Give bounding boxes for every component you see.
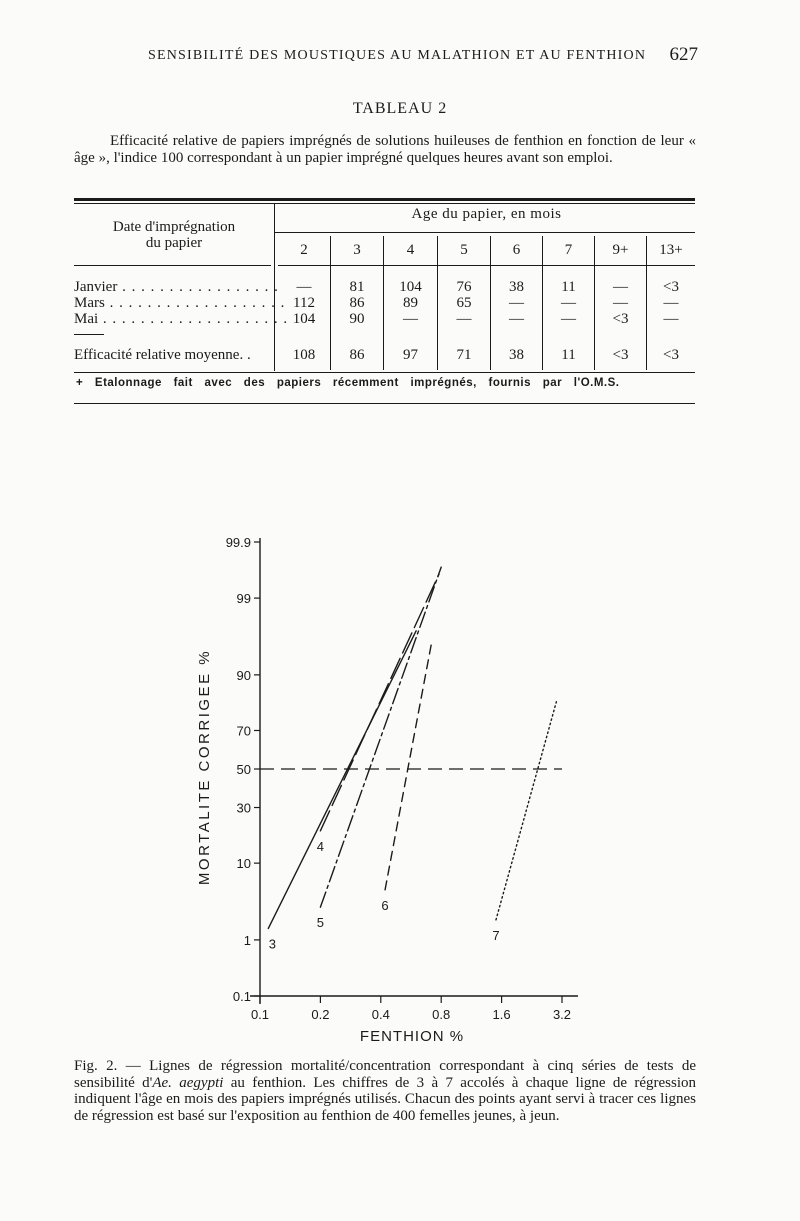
- regression-line-7: [496, 702, 556, 920]
- figure-caption-pre: — Lignes de régression mortalité/concentration correspondant à cinq séries de tests de sensibilité d': [74, 1058, 696, 1091]
- y-tick-label: 70: [236, 723, 251, 739]
- summary-cell: <3: [612, 347, 629, 363]
- leader-dots: . . . . . . . . . . . . . . . . . . . .: [98, 311, 289, 327]
- figure-caption: [74, 1058, 696, 1124]
- x-tick-label: 1.6: [492, 1007, 511, 1022]
- table-cell: 65: [456, 295, 472, 311]
- series-label-3: 3: [268, 936, 276, 952]
- x-tick-label: 0.4: [371, 1007, 390, 1022]
- leader-dots: . . . . . . . . . . . . . . . . . . .: [104, 295, 286, 311]
- table-cell: <3: [612, 311, 629, 327]
- table-caption: Efficacité relative de papiers imprégnés de solutions huileuses de fenthion en fonction de leur « âge », l'indice 100 correspondant à un papier imprégné quelques heures avant son emploi.: [74, 133, 696, 166]
- y-tick-label: 99: [236, 591, 251, 607]
- row-label-text: Janvier: [74, 279, 118, 295]
- regression-line-5: [320, 567, 441, 907]
- table-cell: 90: [349, 311, 365, 327]
- column-header: 3: [353, 242, 361, 258]
- group-header: Age du papier, en mois: [411, 206, 562, 222]
- column-header: 2: [300, 242, 308, 258]
- row-header-line1: Date d'imprégnation: [112, 219, 236, 235]
- summary-cell: 71: [456, 347, 472, 363]
- column-header: 6: [512, 242, 521, 258]
- table-cell: 104: [292, 311, 316, 327]
- summary-cell: <3: [663, 347, 679, 363]
- x-tick-label: 0.2: [311, 1007, 330, 1022]
- table-cell: —: [561, 295, 576, 311]
- y-tick-label: 30: [236, 800, 251, 816]
- regression-line-3: [268, 631, 416, 929]
- y-tick-label: 1: [243, 932, 251, 948]
- summary-cell: 86: [349, 347, 365, 363]
- summary-cell: 97: [403, 347, 418, 363]
- x-tick-label: 0.8: [432, 1007, 451, 1022]
- table-cell: 86: [349, 295, 365, 311]
- y-tick-label: 50: [236, 762, 251, 777]
- table-title: TABLEAU 2: [352, 100, 448, 117]
- running-title: SENSIBILITÉ DES MOUSTIQUES AU MALATHION ET AU FENTHION: [148, 48, 647, 63]
- row-label-text: Mars: [74, 295, 105, 311]
- summary-cell: 108: [292, 347, 316, 363]
- x-tick-label: 0.1: [250, 1007, 270, 1022]
- y-tick-label: 99.9: [225, 535, 251, 550]
- table-cell: —: [613, 279, 628, 295]
- row-header-line2: du papier: [145, 235, 203, 251]
- series-label-6: 6: [381, 897, 389, 913]
- column-header: 9+: [612, 242, 629, 258]
- column-header: 7: [564, 242, 573, 258]
- table-cell: 76: [456, 279, 472, 295]
- table-cell: —: [663, 295, 679, 311]
- y-tick-label: 0.1: [232, 989, 251, 1004]
- summary-cell: 11: [561, 347, 576, 363]
- table-cell: —: [456, 311, 472, 327]
- column-header: 5: [460, 242, 468, 258]
- series-label-4: 4: [316, 838, 325, 854]
- y-axis-label: MORTALITE CORRIGEE %: [196, 648, 213, 886]
- y-tick-label: 10: [236, 856, 251, 872]
- series-label-5: 5: [316, 915, 325, 931]
- figure-caption-species: Ae. aegypti: [152, 1074, 224, 1091]
- regression-line-4: [320, 574, 439, 831]
- chart-axes: [226, 535, 578, 1022]
- figure-caption-post: au fenthion. Les chiffres de 3 à 7 accolés à chaque ligne de régression indiquent l'âge en mois des papiers imprégnés utilisés. Chacun des points ayant servi à tracer ces lignes de régression est basé sur l'exposition au fenthion de 400 femelles jeunes, à jeun.: [74, 1074, 697, 1124]
- summary-label: Efficacité relative moyenne. .: [74, 347, 251, 363]
- table-cell: —: [613, 295, 628, 311]
- page-number: 627: [669, 44, 698, 65]
- table-cell: <3: [663, 279, 679, 295]
- row-label-text: Mai: [74, 311, 99, 327]
- table-cell: 89: [403, 295, 418, 311]
- figure-caption-label: Fig. 2.: [74, 1058, 118, 1074]
- series-lines: [268, 567, 556, 951]
- table-footnote: + Etalonnage fait avec des papiers récemment imprégnés, fournis par l'O.M.S.: [76, 377, 620, 389]
- table-cell: —: [561, 311, 576, 327]
- table-cell: —: [663, 311, 679, 327]
- table-cell: 38: [509, 279, 524, 295]
- table-cell: —: [403, 311, 418, 327]
- x-axis-label: FENTHION %: [359, 1028, 465, 1045]
- column-header: 13+: [659, 242, 683, 258]
- table-cell: 81: [349, 279, 365, 295]
- table-cell: —: [296, 279, 312, 295]
- summary-cell: 38: [509, 347, 524, 363]
- table-cell: 104: [399, 279, 422, 295]
- leader-dots: . . . . . . . . . . . . . . . . .: [117, 279, 279, 295]
- table-cell: 112: [293, 295, 315, 311]
- y-tick-label: 90: [236, 667, 251, 683]
- table-cell: —: [509, 295, 524, 311]
- table-cell: 11: [561, 279, 576, 295]
- column-header: 4: [406, 242, 415, 258]
- x-tick-label: 3.2: [552, 1007, 572, 1022]
- table-cell: —: [509, 311, 524, 327]
- series-label-7: 7: [492, 927, 500, 943]
